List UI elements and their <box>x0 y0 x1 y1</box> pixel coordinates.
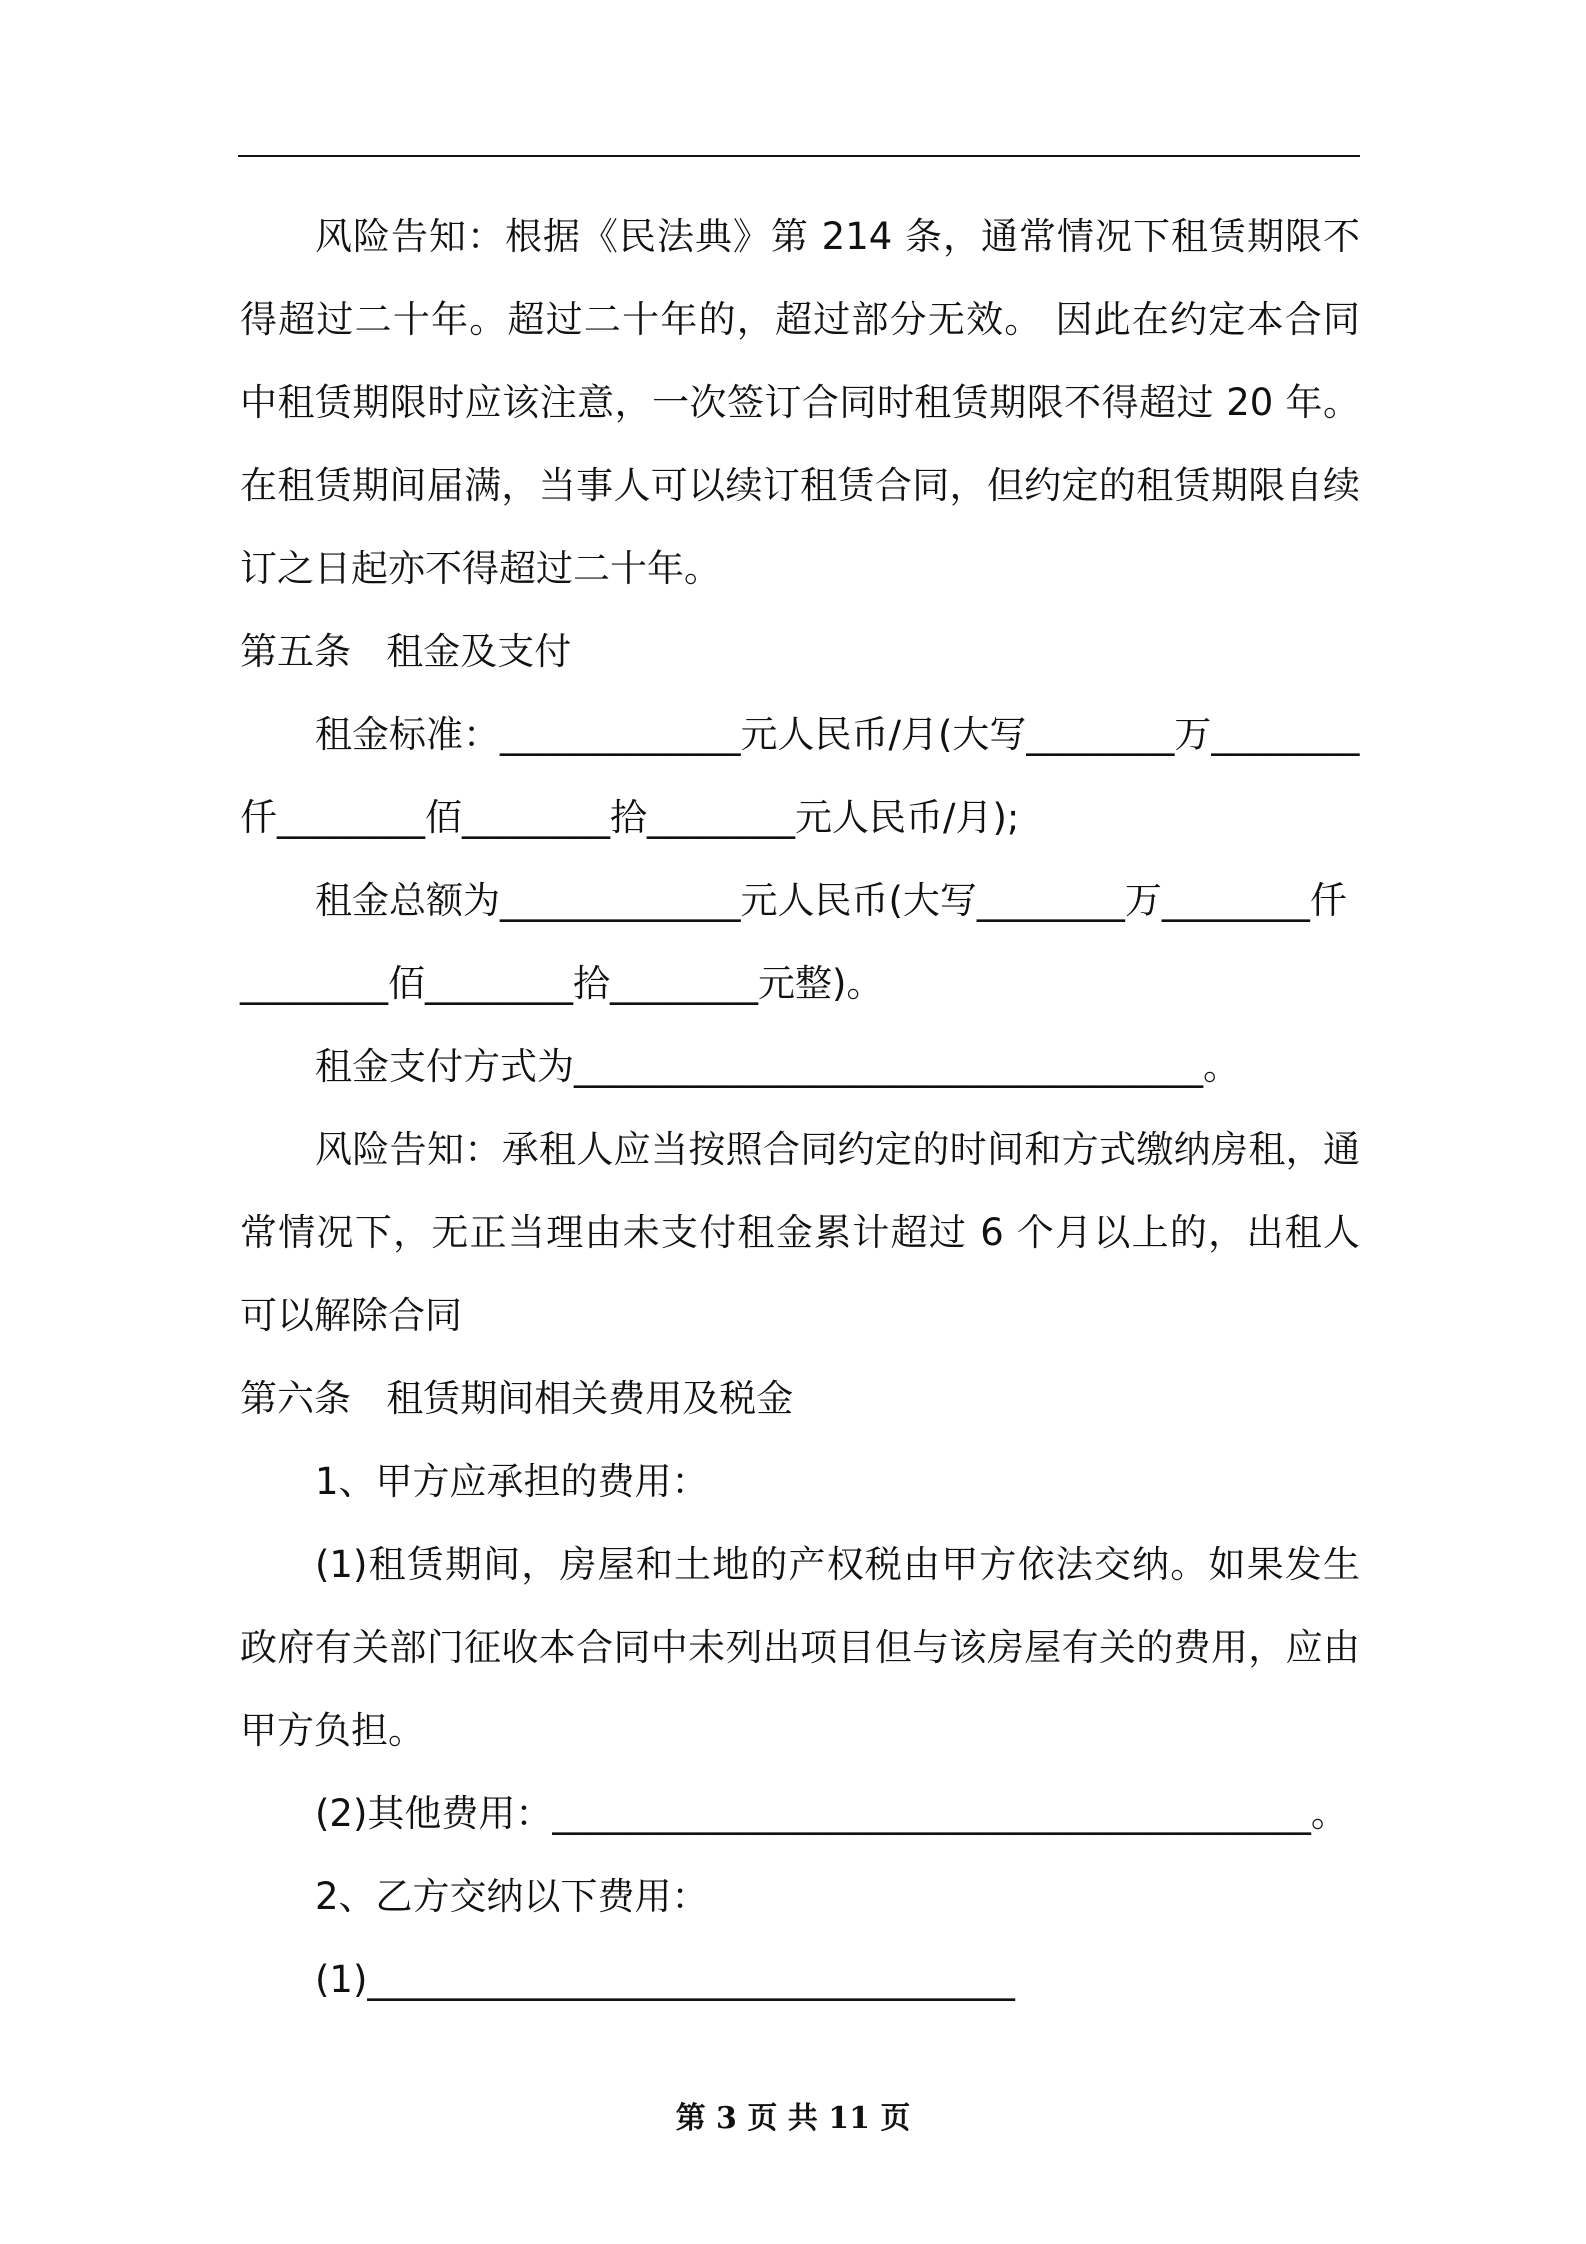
risk-notice-lease-term: 风险告知：根据《民法典》第 214 条，通常情况下租赁期限不得超过二十年。超过二十年的，超过部分无效。 因此在约定本合同中租赁期限时应该注意，一次签订合同时租赁期限不得超过 20 年。在租赁期间届满，当事人可以续订租赁合同，但约定的租赁期限自续订之日起亦不得超过二十年。 <box>240 215 1360 590</box>
party-b-fees-heading: 2、乙方交纳以下费用： <box>315 1875 709 1918</box>
party-a-fees-item-2: (2)其他费用：_________________________________________。 <box>315 1792 1348 1835</box>
rent-standard: 租金标准：_____________元人民币/月(大写________万________仟________佰________拾________元人民币/月); <box>240 713 1360 839</box>
party-b-fees-item-1: (1)___________________________________ <box>315 1958 1015 2001</box>
party-a-fees-item-1: (1)租赁期间，房屋和土地的产权税由甲方依法交纳。如果发生政府有关部门征收本合同中未列出项目但与该房屋有关的费用，应由甲方负担。 <box>240 1543 1360 1752</box>
page-number-footer: 第 3 页 共 11 页 <box>675 2101 911 2136</box>
rent-total: 租金总额为_____________元人民币(大写________万________仟________佰________拾________元整)。 <box>240 879 1347 1005</box>
article-5-heading: 第五条 租金及支付 <box>240 630 572 673</box>
party-a-fees-heading: 1、甲方应承担的费用： <box>315 1460 709 1503</box>
header-rule <box>238 155 1360 157</box>
risk-notice-rent: 风险告知：承租人应当按照合同约定的时间和方式缴纳房租，通常情况下，无正当理由未支付租金累计超过 6 个月以上的，出租人可以解除合同 <box>240 1128 1360 1337</box>
article-6-heading: 第六条 租赁期间相关费用及税金 <box>240 1377 794 1420</box>
rent-payment-method: 租金支付方式为__________________________________。 <box>315 1045 1240 1088</box>
document-body <box>240 195 1360 2021</box>
